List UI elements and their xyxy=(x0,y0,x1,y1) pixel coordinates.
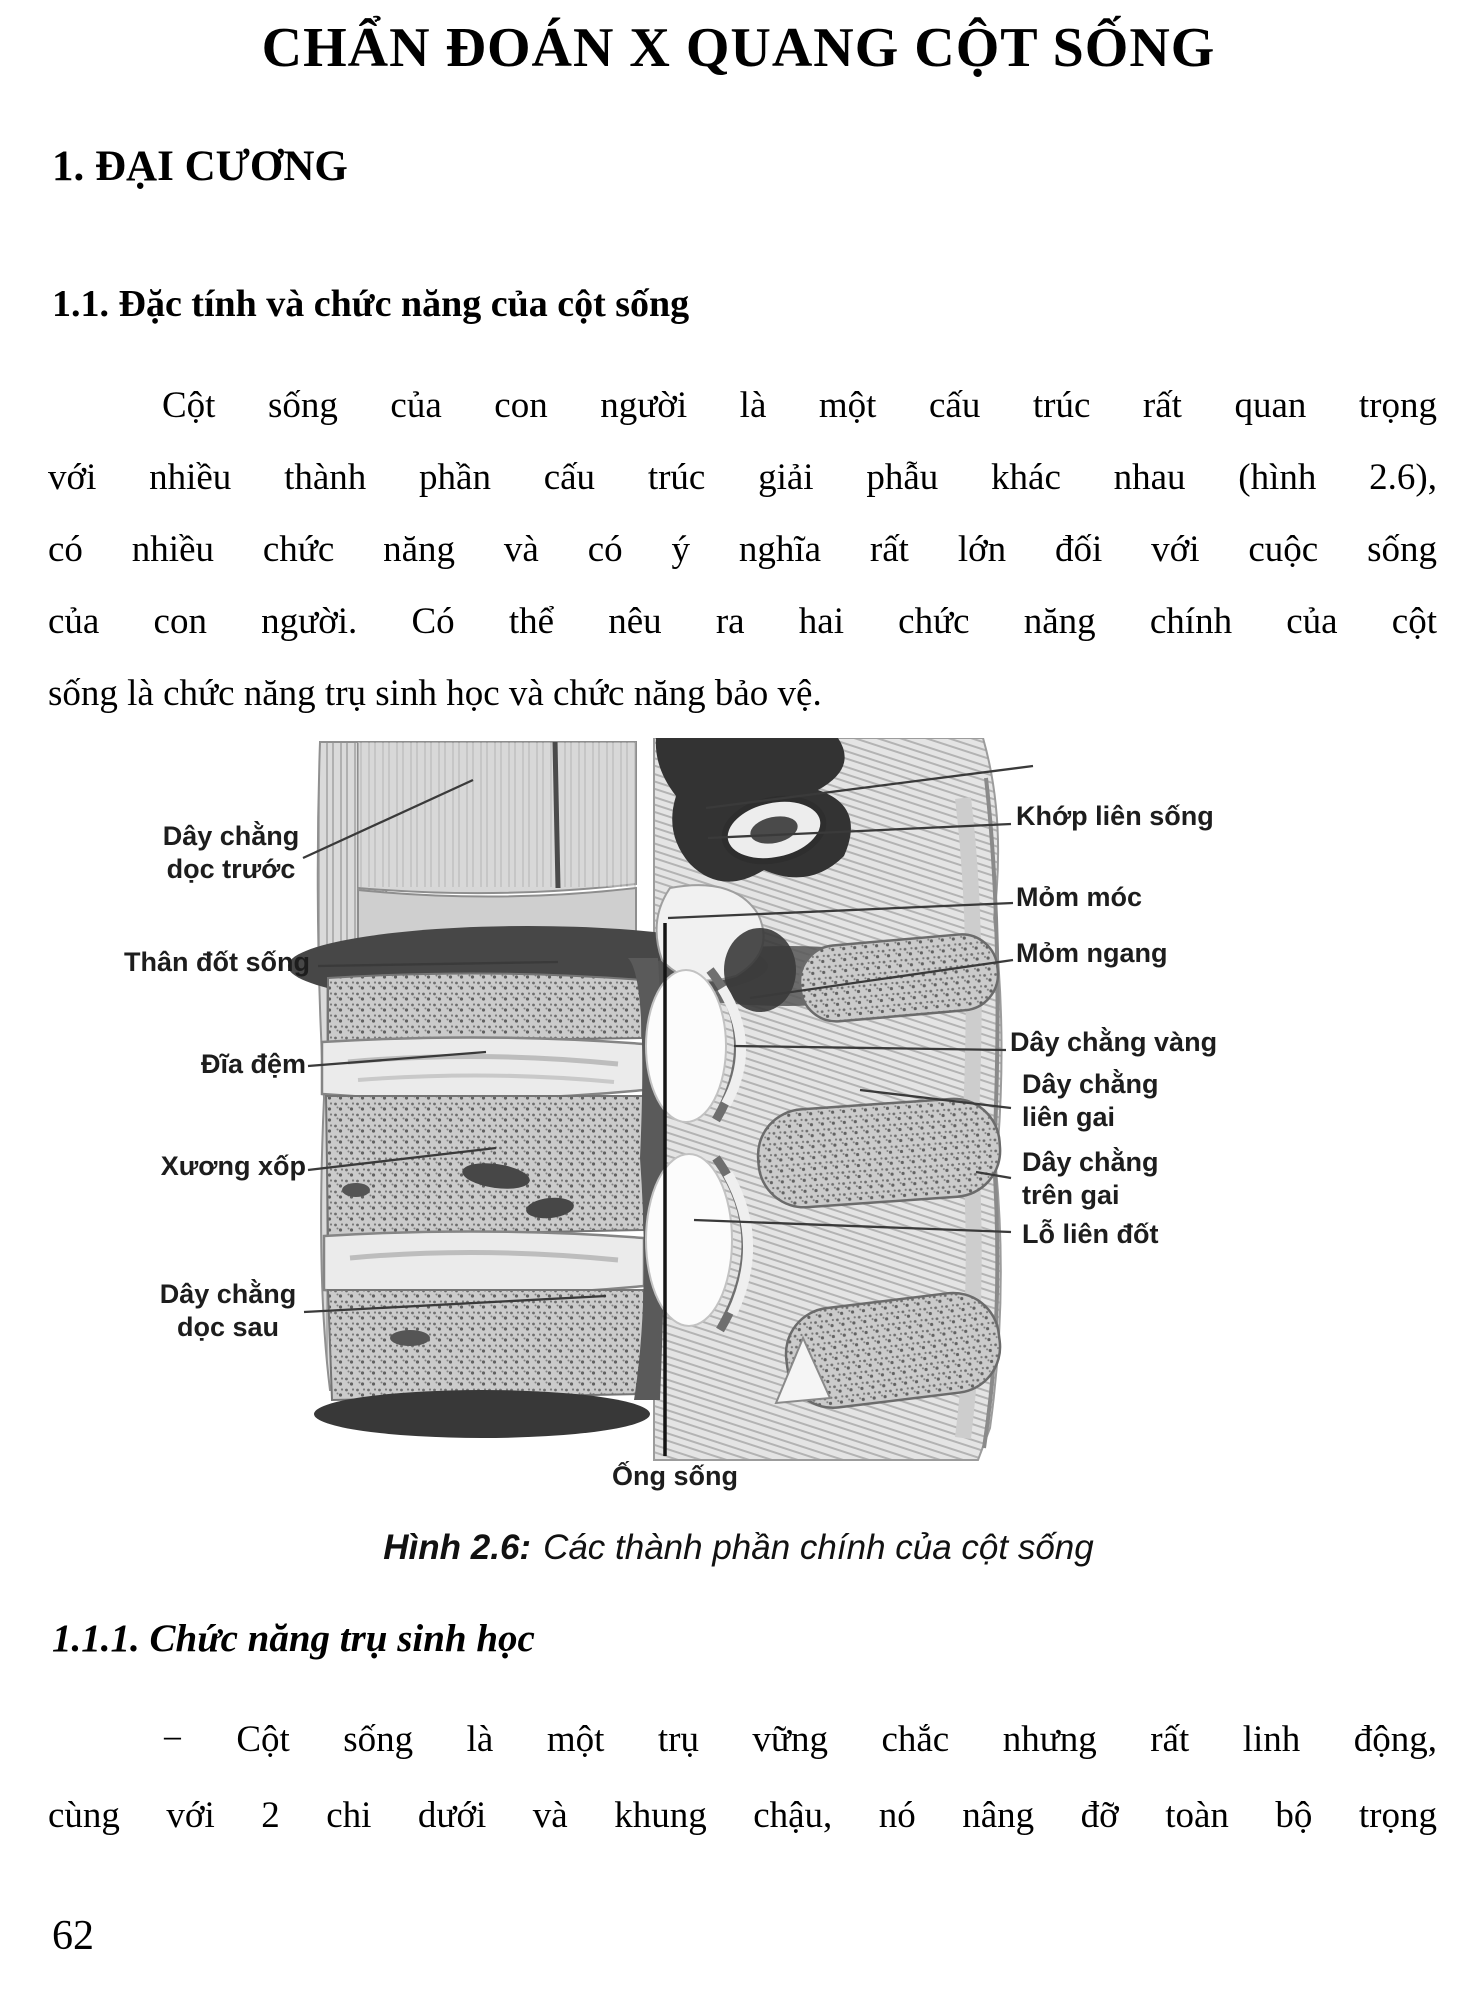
figure-label-xuong-xop: Xương xốp xyxy=(160,1151,306,1181)
figure-label-line: dọc sau xyxy=(176,1312,280,1342)
figure-caption-number: Hình 2.6: xyxy=(383,1528,532,1567)
figure-label-day-chang-doc-sau xyxy=(143,1278,313,1344)
page-title: CHẨN ĐOÁN X QUANG CỘT SỐNG xyxy=(261,17,1216,79)
figure-label-lo-lien-dot: Lỗ liên đốt xyxy=(1022,1219,1159,1249)
figure-label-line: Dây chằng xyxy=(159,1279,297,1309)
figure-label-ong-song: Ống sống xyxy=(612,1461,738,1491)
paragraph-intro xyxy=(48,370,1437,730)
figure-label-khop-lien-song: Khớp liên sống xyxy=(1016,801,1214,831)
intervertebral-foramen xyxy=(646,1154,732,1326)
disc-2 xyxy=(324,1231,644,1295)
heading-dai-cuong: 1. ĐẠI CƯƠNG xyxy=(52,143,348,190)
figure-caption xyxy=(0,1528,1477,1568)
figure-label-line: liên gai xyxy=(1022,1102,1116,1132)
figure-label-line: dọc trước xyxy=(166,854,296,884)
paragraph-line: Cột sống của con người là một cấu trúc rất quan trọng xyxy=(162,385,1437,426)
figure-label-line: Dây chằng xyxy=(1022,1069,1159,1099)
figure-spine-diagram xyxy=(58,738,1418,1510)
paragraph-line: − Cột sống là một trụ vững chắc nhưng rất linh động, xyxy=(162,1719,1437,1760)
figure-label-mom-ngang: Mỏm ngang xyxy=(1016,938,1168,968)
page-number: 62 xyxy=(52,1913,94,1959)
paragraph-line: của con người. Có thể nêu ra hai chức năng chính của cột xyxy=(48,601,1437,642)
figure-label-day-chang-vang: Dây chằng vàng xyxy=(1010,1027,1218,1057)
spinous-process xyxy=(755,1096,1003,1211)
figure-label-day-chang-lien-gai xyxy=(1022,1068,1159,1134)
disc-1 xyxy=(322,1037,644,1099)
heading-dac-tinh-chuc-nang: 1.1. Đặc tính và chức năng của cột sống xyxy=(52,283,690,325)
figure-label-line: trên gai xyxy=(1022,1180,1120,1210)
heading-chuc-nang-tru-sinh-hoc: 1.1.1. Chức năng trụ sinh học xyxy=(52,1617,535,1660)
figure-label-than-dot-song: Thân đốt sống xyxy=(124,947,310,977)
figure-label-line: Dây chằng xyxy=(162,821,300,851)
paragraph-line: sống là chức năng trụ sinh học và chức năng bảo vệ. xyxy=(48,673,822,714)
paragraph-line: có nhiều chức năng và có ý nghĩa rất lớn đối với cuộc sống xyxy=(48,529,1437,570)
figure-label-day-chang-tren-gai xyxy=(1022,1146,1159,1212)
paragraph-line: cùng với 2 chi dưới và khung chậu, nó nâng đỡ toàn bộ trọng xyxy=(48,1795,1437,1836)
figure-label-line: Dây chằng xyxy=(1022,1147,1159,1177)
paragraph-tru-sinh-hoc xyxy=(48,1702,1437,1854)
figure-label-dia-dem: Đĩa đệm xyxy=(200,1049,306,1079)
figure-caption-text: Các thành phần chính của cột sống xyxy=(543,1528,1094,1567)
paragraph-line: với nhiều thành phần cấu trúc giải phẫu khác nhau (hình 2.6), xyxy=(48,457,1437,498)
figure-label-mom-moc: Mỏm móc xyxy=(1016,882,1143,912)
figure-label-day-chang-doc-truoc xyxy=(146,820,316,886)
